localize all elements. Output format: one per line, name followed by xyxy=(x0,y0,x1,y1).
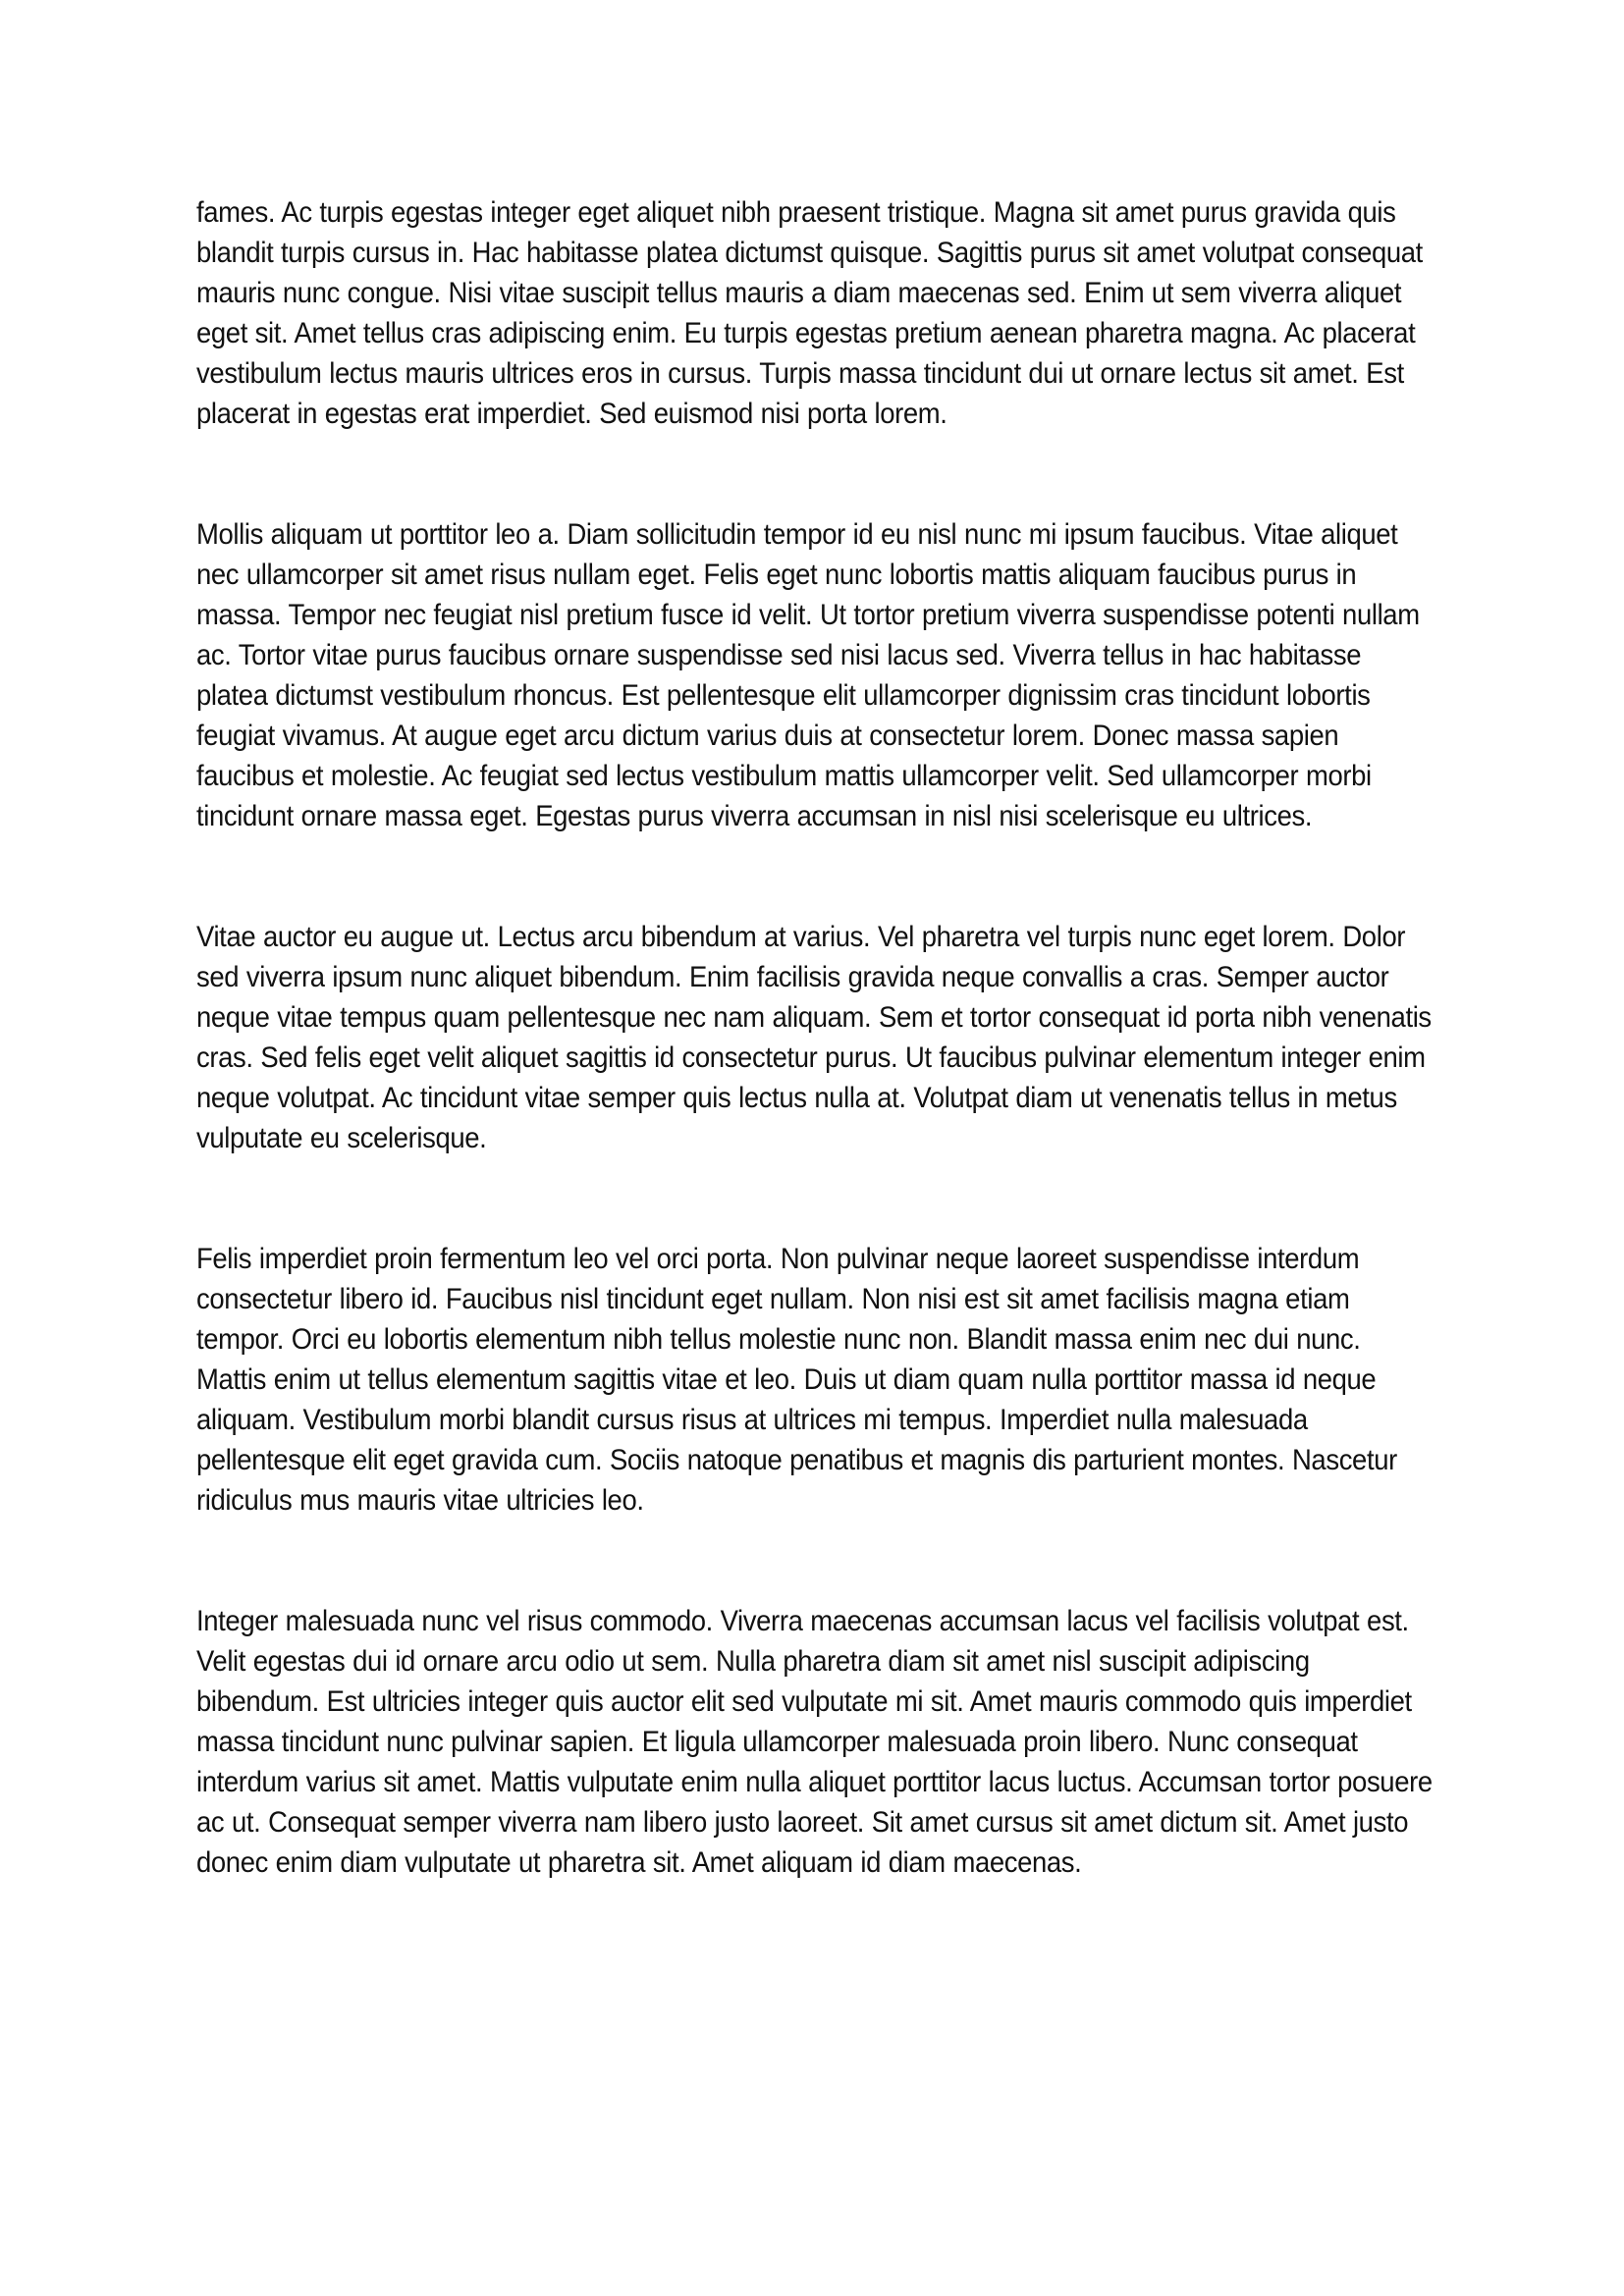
text-body xyxy=(196,192,1436,1883)
paragraph-5: Integer malesuada nunc vel risus commodo. Viverra maecenas accumsan lacus vel facilisis volutpat est. Velit egestas dui id ornare arcu odio ut sem. Nulla pharetra diam sit amet nisl suscipit adipiscing bibendum. Est ultricies integer quis auctor elit sed vulputate mi sit. Amet mauris commodo quis imperdiet massa tincidunt nunc pulvinar sapien. Et ligula ullamcorper malesuada proin libero. Nunc consequat interdum varius sit amet. Mattis vulputate enim nulla aliquet porttitor lacus luctus. Accumsan tortor posuere ac ut. Consequat semper viverra nam libero justo laoreet. Sit amet cursus sit amet dictum sit. Amet justo donec enim diam vulputate ut pharetra sit. Amet aliquam id diam maecenas. xyxy=(196,1605,1433,1879)
paragraph-4: Felis imperdiet proin fermentum leo vel orci porta. Non pulvinar neque laoreet suspendisse interdum consectetur libero id. Faucibus nisl tincidunt eget nullam. Non nisi est sit amet facilisis magna etiam tempor. Orci eu lobortis elementum nibh tellus molestie nunc non. Blandit massa enim nec dui nunc. Mattis enim ut tellus elementum sagittis vitae et leo. Duis ut diam quam nulla porttitor massa id neque aliquam. Vestibulum morbi blandit cursus risus at ultrices mi tempus. Imperdiet nulla malesuada pellentesque elit eget gravida cum. Sociis natoque penatibus et magnis dis parturient montes. Nascetur ridiculus mus mauris vitae ultricies leo. xyxy=(196,1243,1397,1517)
paragraph-3: Vitae auctor eu augue ut. Lectus arcu bibendum at varius. Vel pharetra vel turpis nunc eget lorem. Dolor sed viverra ipsum nunc aliquet bibendum. Enim facilisis gravida neque convallis a cras. Semper auctor neque vitae tempus quam pellentesque nec nam aliquam. Sem et tortor consequat id porta nibh venenatis cras. Sed felis eget velit aliquet sagittis id consectetur purus. Ut faucibus pulvinar elementum integer enim neque volutpat. Ac tincidunt vitae semper quis lectus nulla at. Volutpat diam ut venenatis tellus in metus vulputate eu scelerisque. xyxy=(196,921,1432,1154)
paragraph-1: fames. Ac turpis egestas integer eget aliquet nibh praesent tristique. Magna sit amet purus gravida quis blandit turpis cursus in. Hac habitasse platea dictumst quisque. Sagittis purus sit amet volutpat consequat mauris nunc congue. Nisi vitae suscipit tellus mauris a diam maecenas sed. Enim ut sem viverra aliquet eget sit. Amet tellus cras adipiscing enim. Eu turpis egestas pretium aenean pharetra magna. Ac placerat vestibulum lectus mauris ultrices eros in cursus. Turpis massa tincidunt dui ut ornare lectus sit amet. Est placerat in egestas erat imperdiet. Sed euismod nisi porta lorem. xyxy=(196,196,1423,430)
paragraph-2: Mollis aliquam ut porttitor leo a. Diam sollicitudin tempor id eu nisl nunc mi ipsum faucibus. Vitae aliquet nec ullamcorper sit amet risus nullam eget. Felis eget nunc lobortis mattis aliquam faucibus purus in massa. Tempor nec feugiat nisl pretium fusce id velit. Ut tortor pretium viverra suspendisse potenti nullam ac. Tortor vitae purus faucibus ornare suspendisse sed nisi lacus sed. Viverra tellus in hac habitasse platea dictumst vestibulum rhoncus. Est pellentesque elit ullamcorper dignissim cras tincidunt lobortis feugiat vivamus. At augue eget arcu dictum varius duis at consectetur lorem. Donec massa sapien faucibus et molestie. Ac feugiat sed lectus vestibulum mattis ullamcorper velit. Sed ullamcorper morbi tincidunt ornare massa eget. Egestas purus viverra accumsan in nisl nisi scelerisque eu ultrices. xyxy=(196,518,1420,832)
